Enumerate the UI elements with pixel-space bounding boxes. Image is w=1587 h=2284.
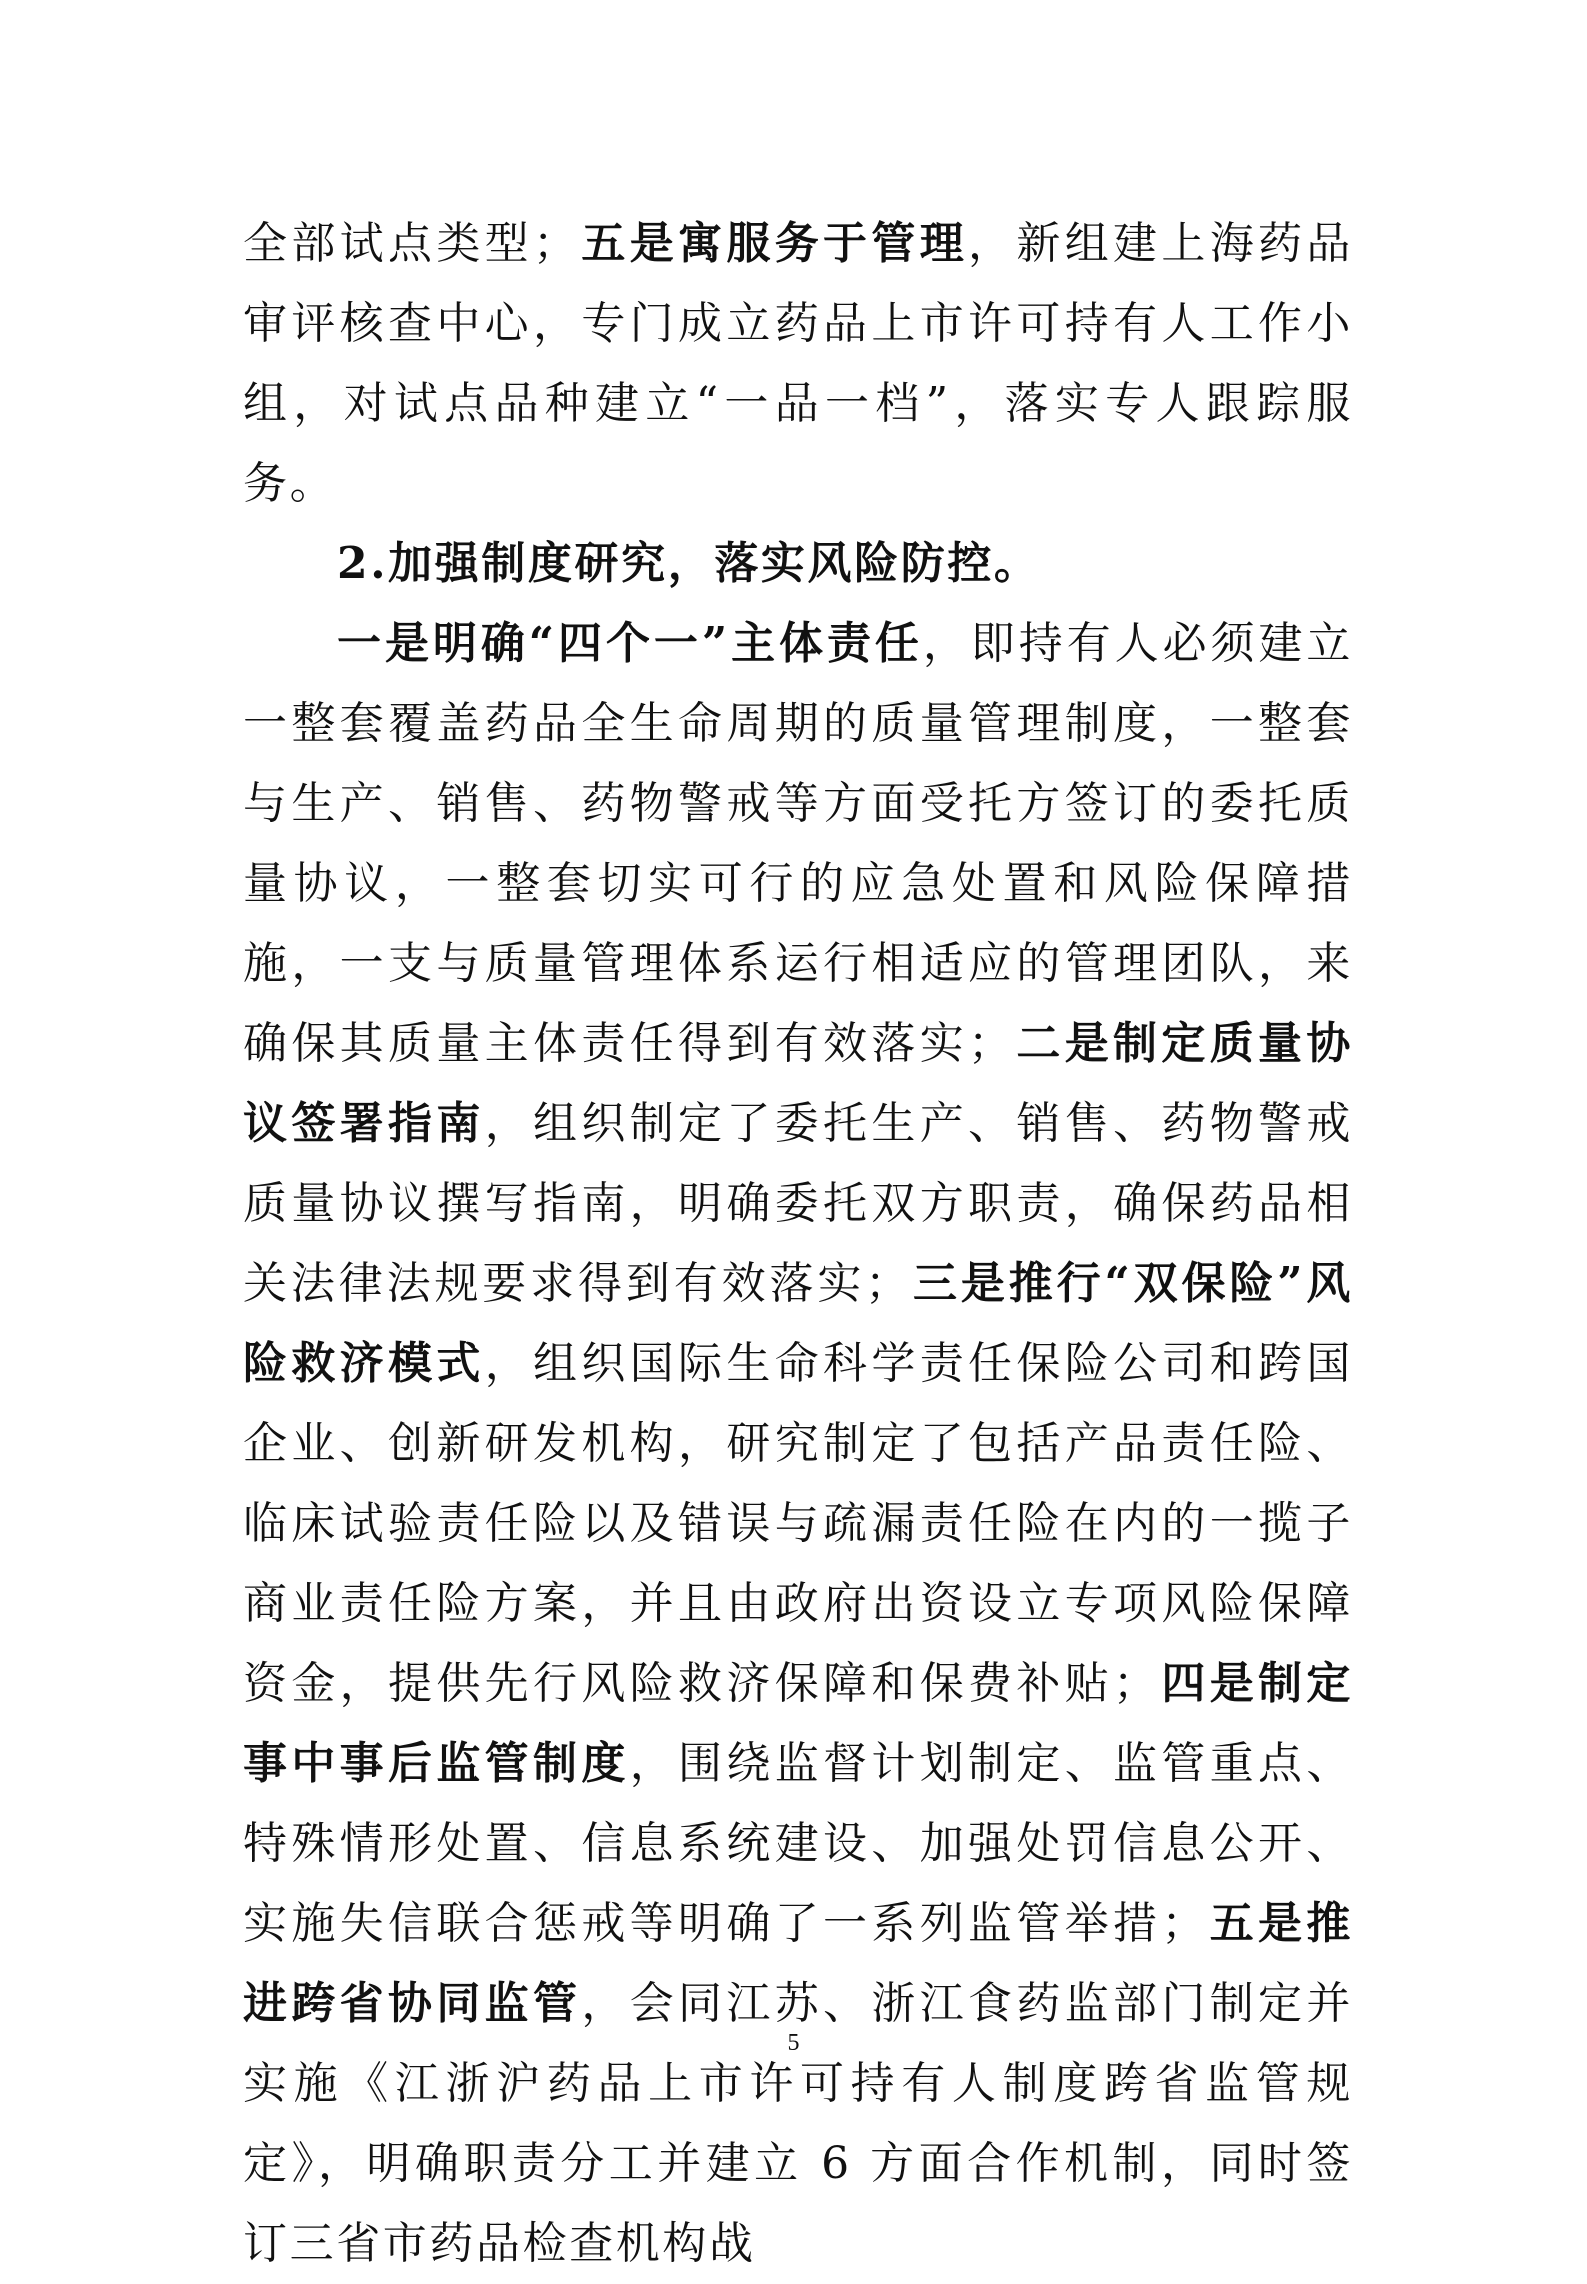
- bold-phrase: 五是寓服务于管理: [579, 218, 969, 269]
- body-text: [243, 204, 1353, 2284]
- text-run: ，围绕监督计划制定、监管重点、特殊情形处置、信息系统建设、加强处罚信息公开、实施失信联合惩戒等明确了一系列监管举措；: [243, 1738, 1353, 1949]
- section-heading: 2.加强制度研究，落实风险防控。: [337, 538, 1041, 589]
- bold-phrase: 一是明确“四个一”主体责任: [337, 618, 923, 669]
- paragraph-1: [243, 204, 1353, 524]
- bold-phrase: 四是制定事中事后监管制度: [243, 1658, 1353, 1789]
- bold-phrase: 二是制定质量协议签署指南: [243, 1018, 1353, 1149]
- text-run: ，组织制定了委托生产、销售、药物警戒质量协议撰写指南，明确委托双方职责，确保药品相关法律法规要求得到有效落实；: [243, 1098, 1353, 1309]
- text-run: ，组织国际生命科学责任保险公司和跨国企业、创新研发机构，研究制定了包括产品责任险、临床试验责任险以及错误与疏漏责任险在内的一揽子商业责任险方案，并且由政府出资设立专项风险保障资金，提供先行风险救济保障和保费补贴；: [243, 1338, 1353, 1709]
- bold-phrase: 五是推进跨省协同监管: [243, 1898, 1353, 2029]
- text-run: ，即持有人必须建立一整套覆盖药品全生命周期的质量管理制度，一整套与生产、销售、药物警戒等方面受托方签订的委托质量协议，一整套切实可行的应急处置和风险保障措施，一支与质量管理体系运行相适应的管理团队，来确保其质量主体责任得到有效落实；: [243, 618, 1353, 1069]
- text-run: 全部试点类型；: [243, 218, 580, 269]
- text-run: ，新组建上海药品审评核查中心，专门成立药品上市许可持有人工作小组，对试点品种建立“一品一档”，落实专人跟踪服务。: [243, 218, 1353, 509]
- text-run: ，会同江苏、浙江食药监部门制定并实施《江浙沪药品上市许可持有人制度跨省监管规定》，明确职责分工并建立 6 方面合作机制，同时签订三省市药品检查机构战: [243, 1978, 1353, 2269]
- bold-phrase: 三是推行“双保险”风险救济模式: [243, 1258, 1353, 1389]
- page-number: 5: [787, 2030, 800, 2056]
